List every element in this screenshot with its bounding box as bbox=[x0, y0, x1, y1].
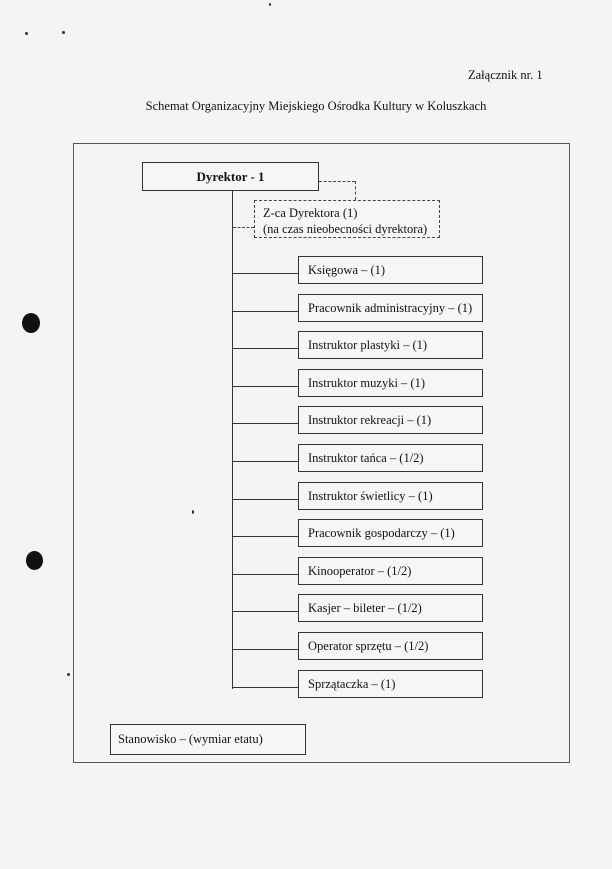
legend-box: Stanowisko – (wymiar etatu) bbox=[110, 724, 306, 755]
deputy-director-box bbox=[254, 200, 440, 238]
scan-speck bbox=[67, 673, 70, 676]
position-box: Sprzątaczka – (1) bbox=[298, 670, 483, 698]
position-branch-line bbox=[232, 649, 298, 650]
position-box: Operator sprzętu – (1/2) bbox=[298, 632, 483, 660]
director-box: Dyrektor - 1 bbox=[142, 162, 319, 191]
org-trunk-line bbox=[232, 191, 233, 689]
scan-speck bbox=[192, 510, 194, 514]
position-branch-line bbox=[232, 461, 298, 462]
deputy-title: Z-ca Dyrektora (1) bbox=[263, 206, 358, 220]
punch-hole-top bbox=[22, 313, 40, 333]
position-box: Pracownik gospodarczy – (1) bbox=[298, 519, 483, 547]
position-branch-line bbox=[232, 687, 298, 688]
position-box: Instruktor tańca – (1/2) bbox=[298, 444, 483, 472]
position-branch-line bbox=[232, 536, 298, 537]
position-branch-line bbox=[232, 386, 298, 387]
scan-speck bbox=[62, 31, 65, 34]
position-box: Pracownik administracyjny – (1) bbox=[298, 294, 483, 322]
position-box: Instruktor muzyki – (1) bbox=[298, 369, 483, 397]
punch-hole-bottom bbox=[26, 551, 43, 570]
scan-speck bbox=[269, 3, 271, 6]
position-branch-line bbox=[232, 499, 298, 500]
document-title: Schemat Organizacyjny Miejskiego Ośrodka Kultury w Koluszkach bbox=[145, 99, 487, 113]
position-branch-line bbox=[232, 611, 298, 612]
position-box: Kasjer – bileter – (1/2) bbox=[298, 594, 483, 622]
deputy-connector-top bbox=[319, 181, 355, 182]
position-branch-line bbox=[232, 311, 298, 312]
position-box: Księgowa – (1) bbox=[298, 256, 483, 284]
deputy-connector-left bbox=[233, 227, 254, 228]
position-box: Instruktor świetlicy – (1) bbox=[298, 482, 483, 510]
position-branch-line bbox=[232, 423, 298, 424]
position-branch-line bbox=[232, 574, 298, 575]
position-box: Kinooperator – (1/2) bbox=[298, 557, 483, 585]
position-branch-line bbox=[232, 348, 298, 349]
position-branch-line bbox=[232, 273, 298, 274]
annex-label: Załącznik nr. 1 bbox=[468, 68, 543, 82]
position-box: Instruktor rekreacji – (1) bbox=[298, 406, 483, 434]
position-box: Instruktor plastyki – (1) bbox=[298, 331, 483, 359]
scan-speck bbox=[25, 32, 28, 35]
deputy-connector-right bbox=[355, 181, 356, 200]
deputy-note: (na czas nieobecności dyrektora) bbox=[263, 222, 428, 236]
